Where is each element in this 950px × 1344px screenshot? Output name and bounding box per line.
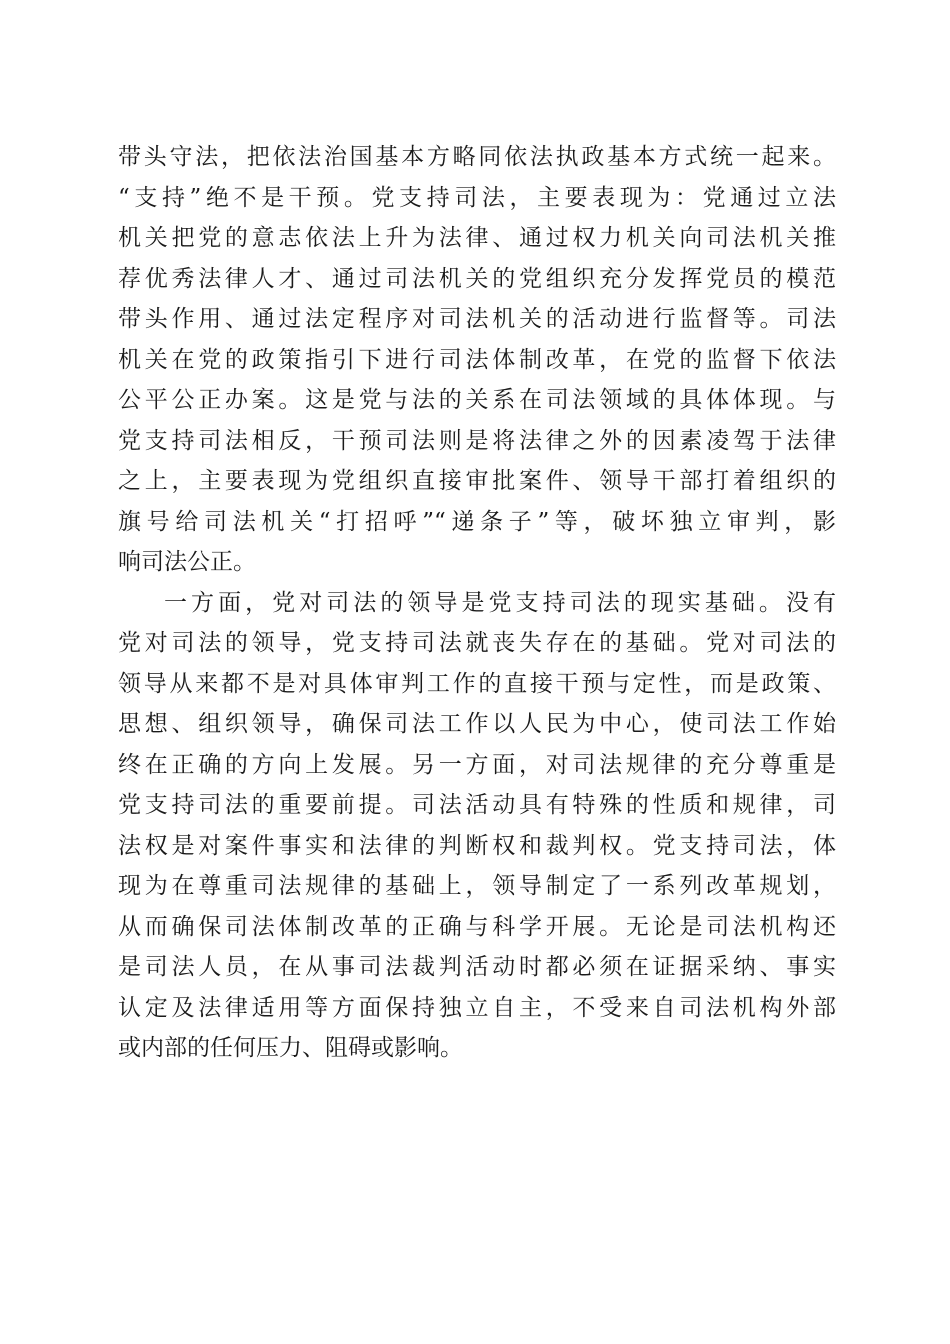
document-page (118, 137, 836, 1069)
text-line: 认定及法律适用等方面保持独立自主，不受来自司法机构外部 (118, 994, 836, 1021)
text-line: 或内部的任何压力、阻碍或影响。 (118, 1035, 463, 1061)
text-line: 带头守法，把依法治国基本方略同依法执政基本方式统一起来。 (118, 144, 836, 170)
text-line: 法权是对案件事实和法律的判断权和裁判权。党支持司法，体 (118, 832, 836, 859)
text-line: 是司法人员，在从事司法裁判活动时都必须在证据采纳、事实 (118, 954, 836, 980)
text-line: 之上，主要表现为党组织直接审批案件、领导干部打着组织的 (118, 468, 836, 494)
text-line: 从而确保司法体制改革的正确与科学开展。无论是司法机构还 (118, 913, 836, 940)
text-line: 机关在党的政策指引下进行司法体制改革，在党的监督下依法 (118, 346, 836, 373)
text-line: 党对司法的领导，党支持司法就丧失存在的基础。党对司法的 (118, 630, 836, 656)
text-line: 党支持司法相反，干预司法则是将法律之外的因素凌驾于法律 (118, 427, 836, 454)
text-line: 机关把党的意志依法上升为法律、通过权力机关向司法机关推 (118, 225, 836, 251)
text-line: 思想、组织领导，确保司法工作以人民为中心，使司法工作始 (118, 711, 836, 737)
text-line: 党支持司法的重要前提。司法活动具有特殊的性质和规律，司 (118, 792, 836, 818)
text-line: 荐优秀法律人才、通过司法机关的党组织充分发挥党员的模范 (118, 265, 836, 292)
text-line: “支持”绝不是干预。党支持司法，主要表现为：党通过立法 (118, 184, 836, 211)
text-line: 一方面，党对司法的领导是党支持司法的现实基础。没有 (164, 589, 836, 616)
text-line: 现为在尊重司法规律的基础上，领导制定了一系列改革规划， (118, 873, 836, 899)
text-line: 响司法公正。 (118, 549, 256, 575)
text-line: 旗号给司法机关“打招呼”“递条子”等，破坏独立审判，影 (118, 508, 836, 535)
text-line: 领导从来都不是对具体审判工作的直接干预与定性，而是政策、 (118, 670, 836, 697)
text-line: 公平公正办案。这是党与法的关系在司法领域的具体体现。与 (118, 387, 836, 413)
paragraph-1 (118, 137, 836, 583)
text-line: 带头作用、通过法定程序对司法机关的活动进行监督等。司法 (118, 306, 836, 332)
text-line: 终在正确的方向上发展。另一方面，对司法规律的充分尊重是 (118, 751, 836, 778)
paragraph-2 (118, 583, 836, 1069)
